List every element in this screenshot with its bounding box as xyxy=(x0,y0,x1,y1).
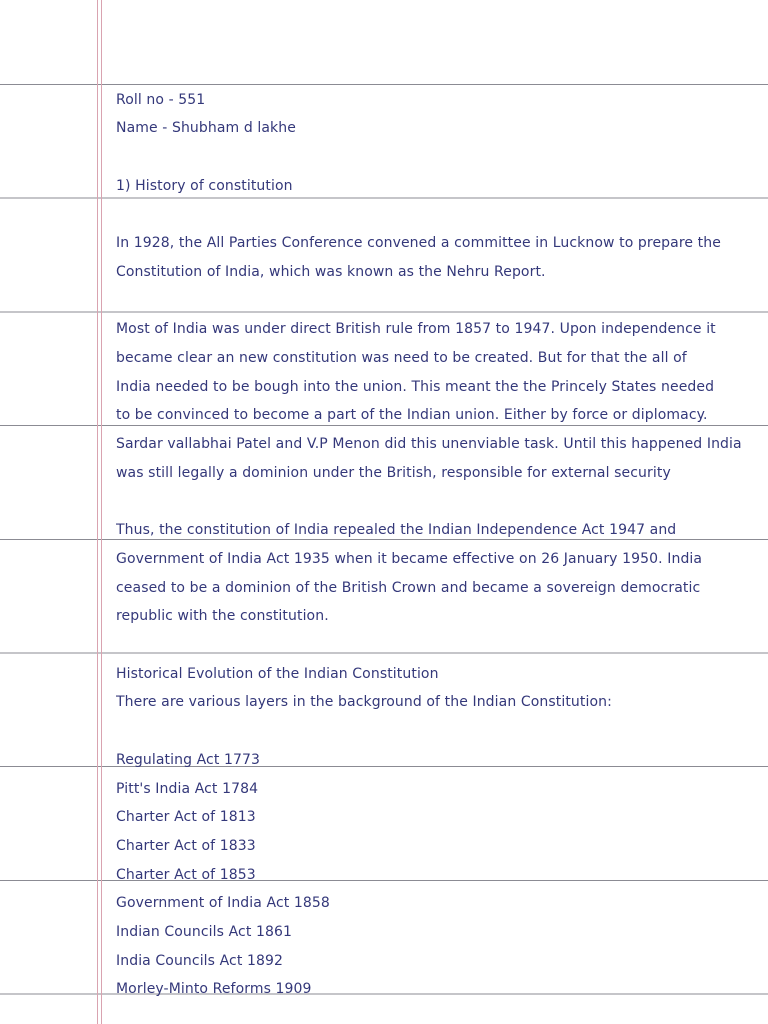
text-line xyxy=(116,634,756,656)
text-line: Roll no - 551 xyxy=(116,91,206,108)
text-line: republic with the constitution. xyxy=(116,608,329,625)
text-line: Government of India Act 1935 when it became effective on 26 January 1950. India xyxy=(116,550,703,567)
text-line: Thus, the constitution of India repealed the Indian Independence Act 1947 and xyxy=(116,522,677,539)
text-line: India Councils Act 1892 xyxy=(116,952,284,969)
text-line: India needed to be bough into the union. This meant the the Princely States needed xyxy=(116,378,715,395)
text-line: Constitution of India, which was known as the Nehru Report. xyxy=(116,263,546,280)
text-line: 1) History of constitution xyxy=(116,177,293,194)
text-line: There are various layers in the background of the Indian Constitution: xyxy=(116,694,612,711)
text-line: was still legally a dominion under the British, responsible for external security xyxy=(116,464,671,481)
text-line: Indian Councils Act 1861 xyxy=(116,924,292,940)
text-line: Charter Act of 1813 xyxy=(116,809,256,826)
text-line: Sardar vallabhai Patel and V.P Menon did this unenviable task. Until this happened India xyxy=(116,436,742,453)
text-line: Pitt's India Act 1784 xyxy=(116,780,259,797)
text-line xyxy=(116,146,756,168)
text-line: Regulating Act 1773 xyxy=(116,751,261,768)
text-line: Government of India Act 1858 xyxy=(116,895,330,912)
text-line: Historical Evolution of the Indian Constitution xyxy=(116,665,439,682)
text-line: Most of India was under direct British rule from 1857 to 1947. Upon independence it xyxy=(116,321,716,338)
text-line xyxy=(116,491,756,513)
text-line: Charter Act of 1833 xyxy=(116,837,256,854)
text-line xyxy=(116,720,756,742)
text-line: became clear an new constitution was need to be created. But for that the all of xyxy=(116,350,687,366)
text-line xyxy=(116,290,756,312)
text-line: Charter Act of 1853 xyxy=(116,866,256,883)
text-line: Morley-Minto Reforms 1909 xyxy=(116,981,312,998)
text-line xyxy=(116,204,756,226)
text-line: to be convinced to become a part of the Indian union. Either by force or diplomacy. xyxy=(116,407,708,424)
text-line: ceased to be a dominion of the British Crown and became a sovereign democratic xyxy=(116,579,701,596)
text-line: Name - Shubham d lakhe xyxy=(116,120,296,137)
text-line: In 1928, the All Parties Conference convened a committee in Lucknow to prepare the xyxy=(116,235,721,252)
